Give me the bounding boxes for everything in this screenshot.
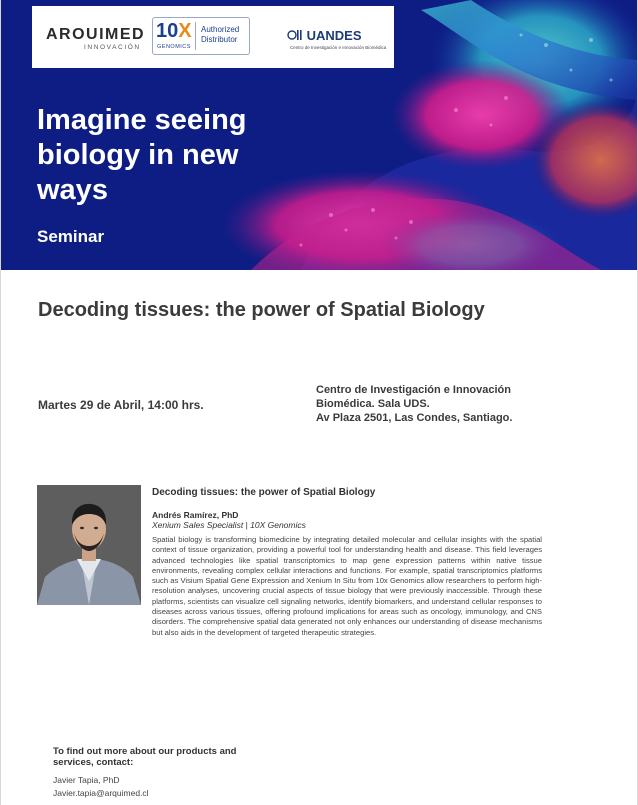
authorized-distributor-text: Authorized Distributor xyxy=(201,25,240,44)
contact-name: Javier Tapia, PhD xyxy=(53,775,120,785)
uandes-logo: UANDES xyxy=(287,28,362,43)
event-date: Martes 29 de Abril, 14:00 hrs. xyxy=(38,398,204,412)
contact-heading: To find out more about our products and services, contact: xyxy=(53,746,237,768)
event-venue xyxy=(316,383,512,425)
contact-email[interactable]: Javier.tapia@arquimed.cl xyxy=(53,788,149,798)
speaker-name: Andrés Ramírez, PhD xyxy=(152,510,239,520)
venue-line: Centro de Investigación e Innovación xyxy=(316,384,511,396)
logo-divider xyxy=(195,22,196,50)
venue-line: Biomédica. Sala UDS. xyxy=(316,398,430,410)
hero-banner xyxy=(1,0,637,270)
hero-headline: Imagine seeing biology in new ways xyxy=(37,104,247,206)
10x-genomics-logo xyxy=(152,17,250,55)
uandes-emblem-icon xyxy=(287,29,303,41)
seminar-label: Seminar xyxy=(37,227,105,246)
arouimed-logo-subtitle: INNOVACIÓN xyxy=(84,44,141,51)
talk-abstract: Spatial biology is transforming biomedicine by integrating detailed molecular and cellular insights with the spatial context of tissue organization, providing a powerful tool for understanding health and disease. This field leverages advanced technologies like spatial transcriptomics to map gene expression patterns within native tissue environments, revealing complex cellular interactions and functions. For example, spatial transcriptomics platforms such as Visium Spatial Gene Expression and Xenium In Situ from 10x Genomics allow researchers to perform high-resolution analyses, uncovering crucial aspects of tissue biology that were previously inaccessible. Through these platforms, scientists can visualize cell signaling networks, identify biomarkers, and understand cellular responses to diseases across various tissues, offering profound implications for areas such as oncology, immunology, and CNS disorders. The comprehensive spatial data generated not only enhances our understanding of disease mechanisms but also aids in the development of targeted therapeutic strategies. xyxy=(152,535,542,637)
speaker-photo xyxy=(37,485,141,605)
arouimed-logo: AROUIMED xyxy=(46,26,146,43)
talk-title: Decoding tissues: the power of Spatial Biology xyxy=(152,487,376,498)
speaker-portrait xyxy=(37,485,141,605)
10x-mark: 10X xyxy=(156,20,192,42)
event-title: Decoding tissues: the power of Spatial Biology xyxy=(38,299,485,321)
uandes-logo-subtitle: Centro de Investigación e Innovación Biomédica xyxy=(290,45,387,50)
speaker-role: Xenium Sales Specialist | 10X Genomics xyxy=(152,520,306,530)
10x-genomics-text: GENOMICS xyxy=(157,44,191,50)
logo-bar xyxy=(32,6,394,68)
venue-line: Av Plaza 2501, Las Condes, Santiago. xyxy=(316,412,513,424)
